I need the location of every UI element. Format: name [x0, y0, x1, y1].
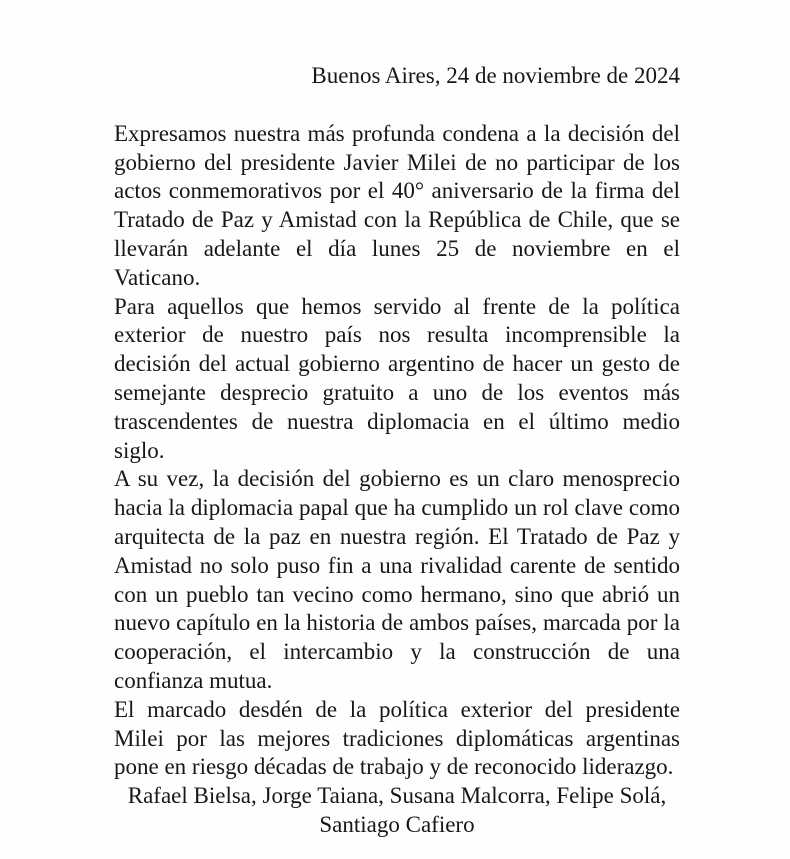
- dateline: Buenos Aires, 24 de noviembre de 2024: [311, 63, 680, 88]
- paragraph-condena: Expresamos nuestra más profunda condena a la decisión del gobierno del presidente Javier Milei de no participar de los actos conmemorativos por el 40° aniversario de la firma del Tratado de Paz y Amistad con la República de Chile, que se llevarán adelante el día lunes 25 de noviembre en el Vaticano.: [114, 120, 680, 290]
- letter-content: [114, 62, 680, 840]
- paragraph-politica-exterior: Para aquellos que hemos servido al frente de la política exterior de nuestro país nos resulta incomprensible la decisión del actual gobierno argentino de hacer un gesto de semejante desprecio gratuito a uno de los eventos más trascendentes de nuestra diplomacia en el último medio siglo.: [114, 293, 680, 463]
- paragraph-diplomacia-papal: A su vez, la decisión del gobierno es un claro menosprecio hacia la diplomacia papal que ha cumplido un rol clave como arquitecta de la paz en nuestra región. El Tratado de Paz y Amistad no solo puso fin a una rivalidad carente de sentido con un pueblo tan vecino como hermano, sino que abrió un nuevo capítulo en la historia de ambos países, marcada por la cooperación, el intercambio y la construcción de una confianza mutua.: [114, 466, 680, 693]
- signatories-line-2: Santiago Cafiero: [319, 811, 475, 837]
- signatories: [114, 782, 680, 840]
- paragraph-desden: El marcado desdén de la política exterior del presidente Milei por las mejores tradiciones diplomáticas argentinas pone en riesgo décadas de trabajo y de reconocido liderazgo.: [114, 696, 680, 780]
- signatories-line-1: Rafael Bielsa, Jorge Taiana, Susana Malcorra, Felipe Solá,: [127, 783, 667, 809]
